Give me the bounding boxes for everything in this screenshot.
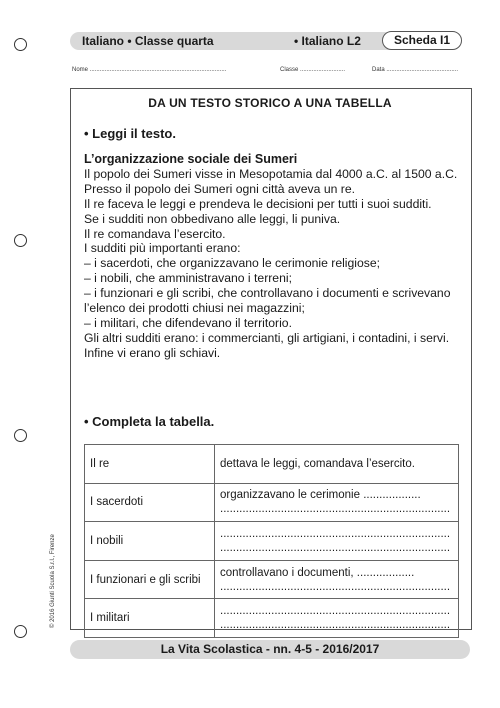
row-label: I funzionari e gli scribi	[85, 560, 215, 599]
social-classes-table	[84, 444, 459, 638]
row-label: I militari	[85, 599, 215, 638]
table-row	[85, 599, 459, 638]
copyright-note: © 2016 Giunti Scuola S.r.l., Firenze	[50, 534, 56, 628]
binder-hole-2	[14, 234, 27, 247]
passage-line: Il re comandava l’esercito.	[84, 226, 226, 241]
passage-line: – i militari, che difendevano il territorio.	[84, 315, 292, 330]
row-label: I nobili	[85, 522, 215, 561]
row-answer[interactable]	[215, 483, 459, 522]
header-bar	[70, 32, 460, 50]
row-answer[interactable]	[215, 599, 459, 638]
row-answer[interactable]	[215, 522, 459, 561]
answer-line: ........................................................................	[220, 503, 451, 516]
answer-line: ........................................................................	[220, 619, 451, 632]
header-class-label: Italiano • Classe quarta	[82, 34, 214, 48]
binder-hole-4	[14, 625, 27, 638]
worksheet-title: DA UN TESTO STORICO A UNA TABELLA	[148, 96, 392, 110]
row-label: I sacerdoti	[85, 483, 215, 522]
answer-line: organizzavano le cerimonie ..................	[220, 489, 421, 502]
reading-passage	[84, 152, 464, 361]
row-label: Il re	[85, 445, 215, 484]
table-row	[85, 522, 459, 561]
passage-line: Presso il popolo dei Sumeri ogni città aveva un re.	[84, 181, 355, 196]
footer-bar: La Vita Scolastica - nn. 4-5 - 2016/2017	[70, 640, 470, 659]
answer-line: ........................................................................	[220, 605, 451, 618]
passage-line: – i nobili, che amministravano i terreni;	[84, 271, 292, 286]
class-field[interactable]: Classe ...........................	[280, 67, 346, 73]
row-answer[interactable]	[215, 445, 459, 484]
passage-line: – i funzionari e gli scribi, che controllavano i documenti e scrivevano l’elenco dei prodotti chiusi nei magazzini;	[84, 286, 451, 316]
table-row	[85, 445, 459, 484]
instruction-read: • Leggi il testo.	[84, 126, 176, 141]
binder-hole-1	[14, 38, 27, 51]
scheda-badge: Scheda I1	[382, 31, 462, 50]
date-field[interactable]: Data ...........................................	[372, 67, 459, 73]
passage-line: I sudditi più importanti erano:	[84, 241, 241, 256]
answer-line: dettava le leggi, comandava l’esercito.	[220, 457, 415, 470]
passage-line: Gli altri sudditi erano: i commercianti, gli artigiani, i contadini, i servi.	[84, 330, 450, 345]
passage-line: Se i sudditi non obbedivano alle leggi, li puniva.	[84, 211, 341, 226]
answer-line: ........................................................................	[220, 541, 451, 554]
passage-subtitle: L’organizzazione sociale dei Sumeri	[84, 152, 298, 166]
passage-line: Infine vi erano gli schiavi.	[84, 345, 221, 360]
passage-line: – i sacerdoti, che organizzavano le cerimonie religiose;	[84, 256, 381, 271]
header-subject-label: • Italiano L2	[294, 34, 361, 48]
table-row	[85, 560, 459, 599]
passage-line: Il re faceva le leggi e prendeva le decisioni per tutti i suoi sudditi.	[84, 196, 432, 211]
answer-line: ........................................................................	[220, 580, 451, 593]
table-row	[85, 483, 459, 522]
passage-line: Il popolo dei Sumeri visse in Mesopotamia dal 4000 a.C. al 1500 a.C.	[84, 166, 458, 181]
instruction-complete: • Completa la tabella.	[84, 414, 215, 429]
name-field[interactable]: Nome ..................................................................................	[72, 67, 227, 73]
row-answer[interactable]	[215, 560, 459, 599]
answer-line: ........................................................................	[220, 527, 451, 540]
binder-hole-3	[14, 429, 27, 442]
answer-line: controllavano i documenti, ..................	[220, 566, 415, 579]
